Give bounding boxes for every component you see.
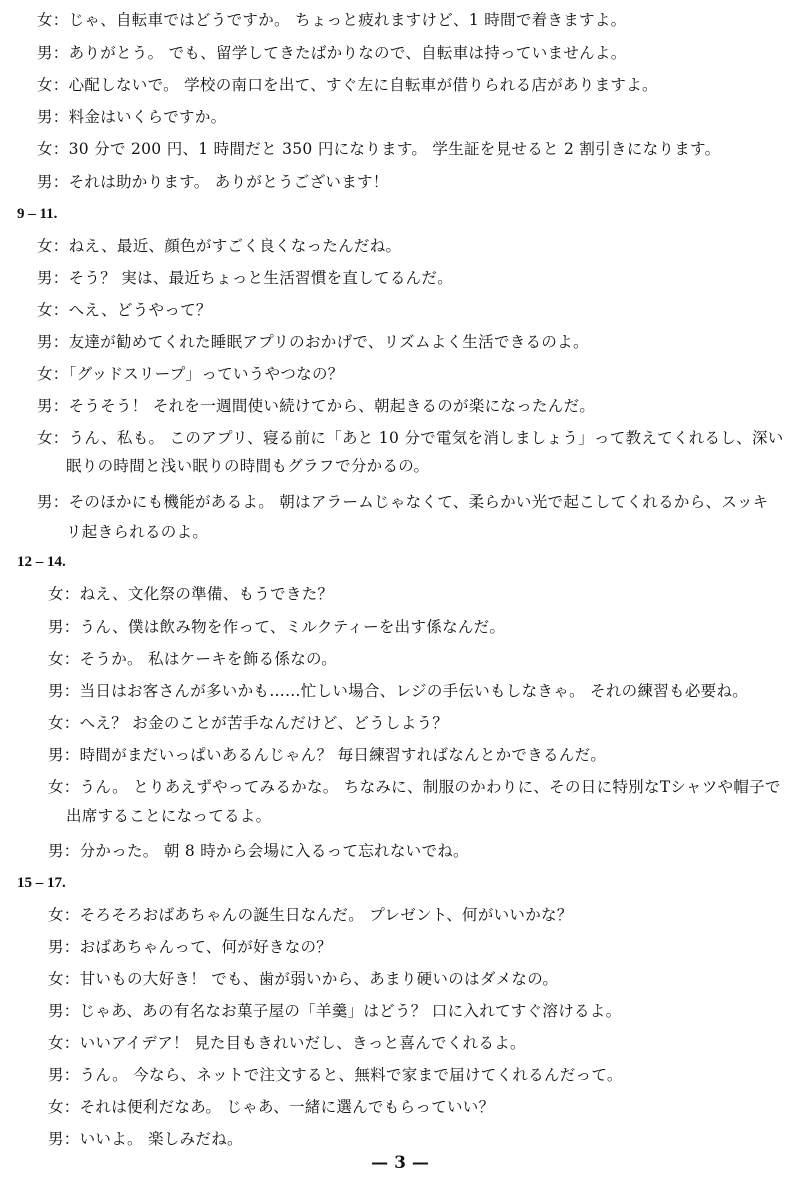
- dialogue-line: 男：いいよ。 楽しみだね。: [48, 1130, 243, 1148]
- dialogue-line: 男：うん、僕は飲み物を作って、ミルクティーを出す係なんだ。: [48, 618, 506, 636]
- dialogue-line-continuation: 眠りの時間と浅い眠りの時間もグラフで分かるの。: [66, 457, 430, 475]
- dialogue-line: 男：じゃあ、あの有名なお菓子屋の「羊羹」はどう？ 口に入れてすぐ溶けるよ。: [48, 1002, 622, 1020]
- dialogue-line: 男：時間がまだいっぱいあるんじゃん？ 毎日練習すればなんとかできるんだ。: [48, 746, 607, 764]
- dialogue-line: 女：ねえ、最近、顔色がすごく良くなったんだね。: [37, 237, 402, 255]
- dialogue-line: 女：甘いもの大好き！ でも、歯が弱いから、あまり硬いのはダメなの。: [48, 970, 559, 988]
- dialogue-line: 女：いいアイデア！ 見た目もきれいだし、きっと喜んでくれるよ。: [48, 1034, 526, 1052]
- dialogue-line: 男：友達が勧めてくれた睡眠アプリのおかげで、リズムよく生活できるのよ。: [37, 333, 589, 351]
- dialogue-line: 女：うん。 とりあえずやってみるかな。 ちなみに、制服のかわりに、その日に特別なTシャツや帽子で: [48, 778, 781, 796]
- page-number: — 3 —: [371, 1153, 429, 1173]
- dialogue-line: 男：分かった。 朝 8 時から会場に入るって忘れないでね。: [48, 842, 469, 860]
- dialogue-line: 女：そろそろおばあちゃんの誕生日なんだ。 プレゼント、何がいいかな？: [48, 906, 573, 924]
- dialogue-line: 男：それは助かります。 ありがとうございます！: [37, 173, 389, 191]
- dialogue-line-continuation: 出席することになってるよ。: [66, 807, 272, 825]
- dialogue-line: 女：「グッドスリープ」っていうやつなの？: [37, 365, 344, 383]
- dialogue-line: 女：30 分で 200 円、1 時間だと 350 円になります。 学生証を見せると 2 割引きになります。: [37, 140, 721, 158]
- dialogue-line: 男：うん。 今なら、ネットで注文すると、無料で家まで届けてくれるんだって。: [48, 1066, 623, 1084]
- dialogue-line: 女：ねえ、文化祭の準備、もうできた？: [48, 585, 334, 603]
- dialogue-line: 男：当日はお客さんが多いかも……忙しい場合、レジの手伝いもしなきゃ。 それの練習も必要ね。: [48, 682, 749, 700]
- dialogue-line-continuation: リ起きられるのよ。: [66, 523, 209, 541]
- dialogue-line: 女：うん、私も。 このアプリ、寝る前に「あと 10 分で電気を消しましょう」って教えてくれるし、深い: [37, 429, 784, 447]
- dialogue-line: 女：へえ、どうやって？: [37, 301, 212, 319]
- section-heading: 9 – 11.: [17, 206, 58, 222]
- dialogue-line: 女：それは便利だなあ。 じゃあ、一緒に選んでもらっていい？: [48, 1098, 495, 1116]
- dialogue-line: 男：おばあちゃんって、何が好きなの？: [48, 938, 333, 956]
- dialogue-line: 男：そう？ 実は、最近ちょっと生活習慣を直してるんだ。: [37, 269, 454, 287]
- dialogue-line: 女：そうか。 私はケーキを飾る係なの。: [48, 650, 338, 668]
- dialogue-line: 女：へえ？ お金のことが苦手なんだけど、どうしよう？: [48, 714, 449, 732]
- section-heading: 15 – 17.: [17, 875, 66, 891]
- dialogue-line: 女：じゃ、自転車ではどうですか。 ちょっと疲れますけど、1 時間で着きますよ。: [37, 11, 627, 29]
- dialogue-line: 男：料金はいくらですか。: [37, 108, 227, 126]
- dialogue-line: 男：ありがとう。 でも、留学してきたばかりなので、自転車は持っていませんよ。: [37, 44, 627, 62]
- dialogue-line: 男：そうそう！ それを一週間使い続けてから、朝起きるのが楽になったんだ。: [37, 397, 596, 415]
- dialogue-line: 女：心配しないで。 学校の南口を出て、すぐ左に自転車が借りられる店がありますよ。: [37, 76, 658, 94]
- section-heading: 12 – 14.: [17, 554, 66, 570]
- dialogue-line: 男：そのほかにも機能があるよ。 朝はアラームじゃなくて、柔らかい光で起こしてくれるから、スッキ: [37, 493, 769, 511]
